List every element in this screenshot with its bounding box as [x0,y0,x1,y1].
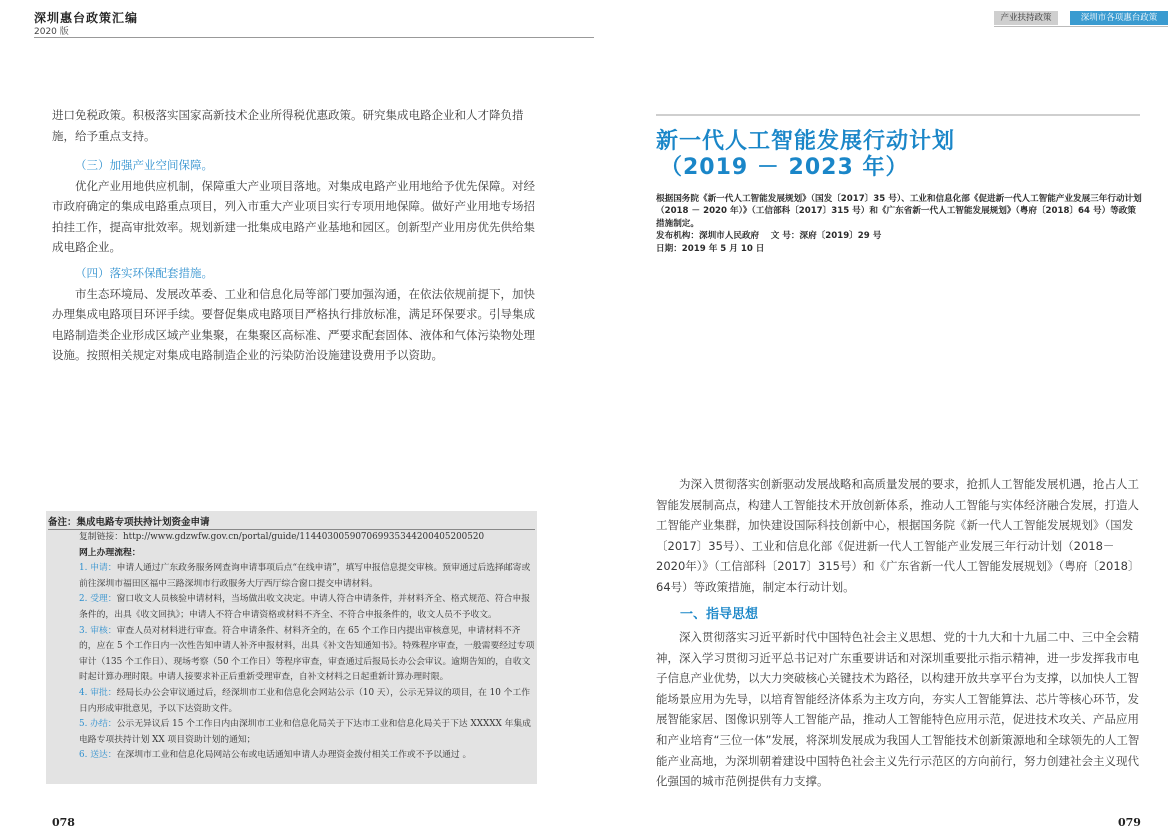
section-heading: （四）落实环保配套措施。 [75,266,213,280]
left-section-3 [52,155,542,258]
note-content [79,530,535,764]
left-section-4 [52,263,542,366]
application-link[interactable]: http://www.gdzwfw.gov.cn/portal/guide/11440300590706993534420040520052​0 [123,532,485,542]
book-edition: 2020 版 [34,27,69,37]
paragraph: 市生态环境局、发展改革委、工业和信息化局等部门要加强沟通，在依法依规前提下，加快办理集成电路项目环评手续。要督促集成电路项目严格执行排放标准，满足环保要求。引导集成电路制造类企业形成区域产业集聚，在集聚区高标准、严要求配套固体、液体和气体污染物处理设施。按照相关规定对集成电路制造企业的污染防治设施建设费用予以资助。 [52,286,535,363]
intro-block [656,474,1142,598]
step-label: 5. 办结： [79,719,117,730]
meta-date: 日期：2019 年 5 月 10 日 [656,243,765,254]
document-subtitle: （2019 － 2023 年） [660,155,909,180]
paragraph: 深入贯彻落实习近平新时代中国特色社会主义思想、党的十九大和十九届二中、三中全会精神，深入学习贯彻习近平总书记对广东重要讲话和对深圳重要批示指示精神，进一步发挥我市电子信息产业优势，以大力突破核心关键技术为路径，以构建开放共享平台为支撑，以加快人工智能场景应用为先导，以培育智能经济体系为主攻方向，夯实人工智能算法、芯片等核心环节，发展智能家居、图像识别等人工智能产品，推动人工智能特色应用示范，促进技术攻关、产品应用和产业培育“三位一体”发展，将深圳发展成为我国人工智能技术创新策源地和全球领先的人工智能产业高地，为深圳朝着建设中国特色社会主义先行示范区的方向前行，努力创建社会主义现代化强国的城市范例提供有力支撑。 [656,630,1140,789]
step-label: 1. 申请： [79,563,117,574]
title-divider [656,114,1140,116]
step-label: 3. 审核： [79,625,117,636]
step-text: 在深圳市工业和信息化局网站公布或电话通知申请人办理资金拨付相关工作或不予以通过 。 [116,750,472,761]
tab-shenzhen-policies[interactable]: 深圳市各项惠台政策 [1070,11,1168,25]
meta-publisher: 发布机构：深圳市人民政府 文 号：深府〔2019〕29 号 [656,231,882,242]
note-link-line [79,530,535,546]
section-heading: 一、指导思想 [680,607,759,622]
step-text: 窗口收文人员核验申请材料，当场做出收文决定。申请人符合申请条件，并材料齐全、格式规范、符合申报条件的，出具《收文回执》；申请人不符合申请资格或材料不齐全、不符合申报条件的，收文人员不予收文。 [79,594,531,620]
document-title: 新一代人工智能发展行动计划 [656,129,956,154]
tab-divider [994,26,1168,27]
step-text: 经局长办公会审议通过后，经深圳市工业和信息化会网站公示（10 天），公示无异议的项目，在 10 个工作日内形成审批意见，予以下达资助文件。 [79,687,531,714]
step-text: 审查人员对材料进行审查。符合申请条件、材料齐全的，在 65 个工作日内提出审核意见，申请材料不齐的，应在 5 个工作日内一次性告知申请人补齐申报材料，出具《补文告知通知书》。特殊程序审查，一般需要经过专项审计（135 个工作日）、现场考察（50 个工作日）等程序审查，审查通过后报局长办公会审议。逾期告知的，自收文时起计算办理时限。申请人接要求补正后重新受理审查，自补文材料之日起重新计算办理时限。 [79,625,535,683]
step-6 [79,748,535,764]
left-body-top [52,105,542,146]
step-label: 4. 审批： [79,687,117,698]
link-label: 复制链接： [79,532,123,542]
document-meta [656,193,1144,255]
book-title: 深圳惠台政策汇编 [34,11,139,25]
paragraph: 进口免税政策。积极落实国家高新技术企业所得税优惠政策。研究集成电路企业和人才降负措施，给予重点支持。 [52,108,524,143]
paragraph: 为深入贯彻落实创新驱动发展战略和高质量发展的要求，抢抓人工智能发展机遇，抢占人工智能发展制高点，构建人工智能技术开放创新体系，推动人工智能与实体经济融合发展，打造人工智能产业集群，加快建设国际科技创新中心，根据国务院《新一代人工智能发展规划》（国发〔2017〕35号）、工业和信息化部《促进新一代人工智能产业发展三年行动计划（2018－2020年）》（工信部科〔2017〕315号）和《广东省新一代人工智能发展规划》（粤府〔2018〕64号）等政策措施，制定本行动计划。 [656,477,1140,594]
page-number-right: 079 [1118,816,1141,829]
step-3 [79,624,535,686]
step-5 [79,717,535,748]
step-label: 6. 送达： [79,750,117,761]
step-1 [79,561,535,592]
step-2 [79,592,535,623]
flow-title: 网上办理流程： [79,547,141,558]
meta-basis: 根据国务院《新一代人工智能发展规划》（国发〔2017〕35 号）、工业和信息化部《促进新一代人工智能产业发展三年行动计划（2018 － 2020 年）》（工信部科〔2017〕315 号）和《广东省新一代人工智能发展规划》（粤府〔2018〕64 号）等政策措施制定。 [656,194,1142,229]
page-number-left: 078 [52,816,75,829]
step-text: 申请人通过广东政务服务网查询申请事项后点“在线申请”，填写申报信息提交审核。预审通过后选择邮寄或前往深圳市福田区福中三路深圳市行政服务大厅西厅综合窗口提交申请材料。 [79,563,531,589]
step-label: 2. 受理： [79,594,117,605]
guide-block [656,627,1142,792]
tab-industry-policy[interactable]: 产业扶持政策 [994,11,1058,25]
paragraph: 优化产业用地供应机制，保障重大产业项目落地。对集成电路产业用地给予优先保障。对经市政府确定的集成电路重点项目，列入市重大产业项目实行专项用地保障。做好产业用地专场招拍挂工作，提高审批效率。规划新建一批集成电路产业基地和园区。创新型产业用房优先供给集成电路企业。 [52,178,535,255]
header-divider [34,37,594,38]
step-text: 公示无异议后 15 个工作日内由深圳市工业和信息化局关于下达市工业和信息化局关于下达 XXXXX 年集成电路专项扶持计划 XX 项目资助计划的通知； [79,719,531,745]
section-heading: （三）加强产业空间保障。 [75,158,213,172]
step-4 [79,686,535,717]
note-heading: 备注：集成电路专项扶持计划资金申请 [48,517,210,528]
